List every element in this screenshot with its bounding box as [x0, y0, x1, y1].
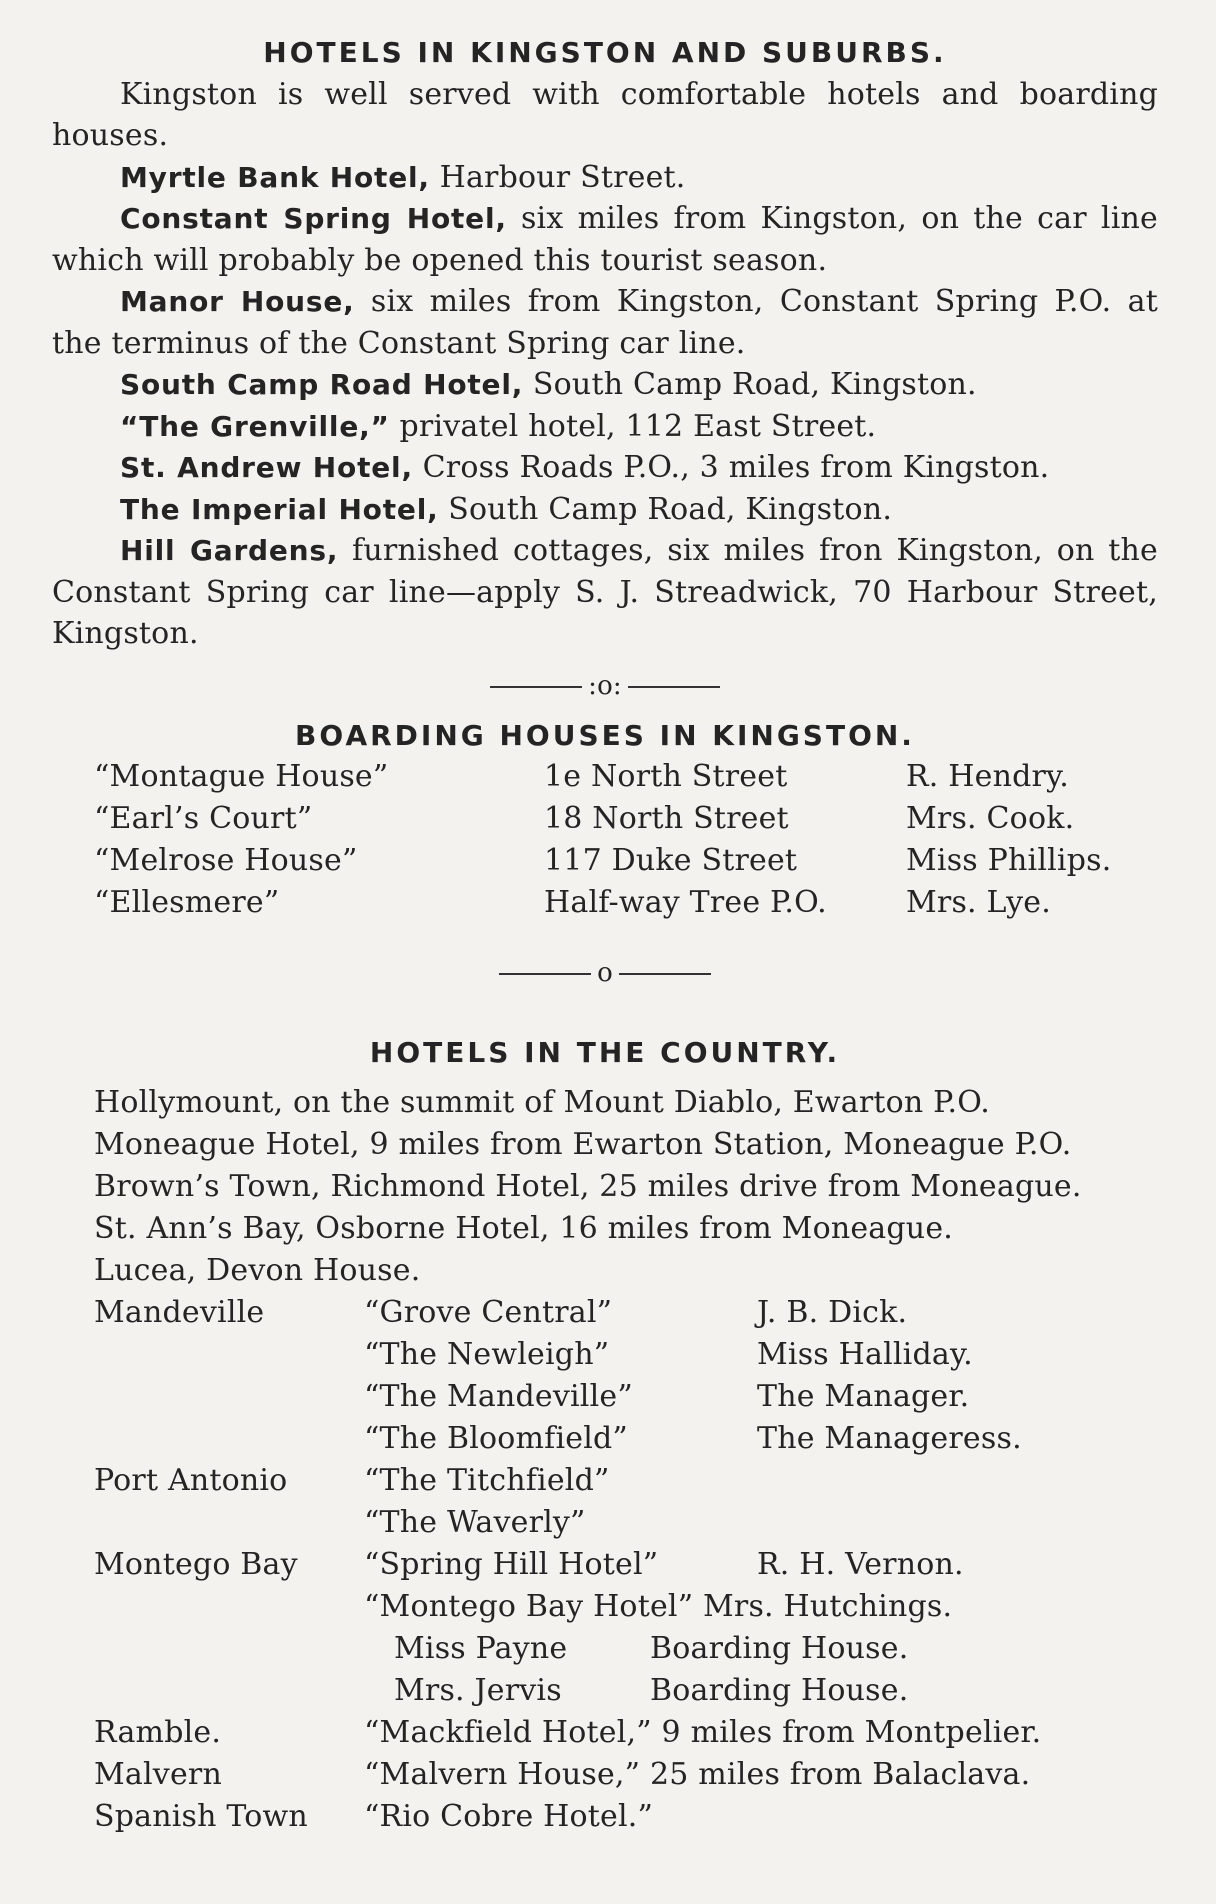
- country-hotel-line: Lucea, Devon House.: [94, 1252, 421, 1288]
- hotel-entry: [52, 198, 1158, 281]
- hotel-detail: “Rio Cobre Hotel.”: [364, 1798, 654, 1834]
- hotel-name: “The Titchfield”: [364, 1462, 610, 1498]
- boarding-house-address: Half-way Tree P.O.: [544, 885, 827, 921]
- table-row: [94, 1544, 1041, 1586]
- hotel-entry: [52, 406, 1158, 448]
- boarding-house-owner: Mrs. Lye.: [906, 885, 1051, 921]
- country-hotel-line: St. Ann’s Bay, Osborne Hotel, 16 miles from Moneague.: [94, 1210, 954, 1246]
- hotel-detail: six miles from Kingston, on the car line which will probably be opened this tourist season.: [52, 201, 1158, 278]
- table-row: [94, 1628, 1041, 1670]
- hotel-name: “Montego Bay Hotel”: [364, 1588, 694, 1624]
- hotel-name: South Camp Road Hotel,: [120, 368, 524, 401]
- proprietor: J. B. Dick.: [757, 1294, 908, 1330]
- proprietor: [757, 1460, 1041, 1502]
- hotel-entry: [52, 281, 1158, 364]
- table-row: [94, 1712, 1041, 1754]
- boarding-keeper: Miss Payne: [394, 1630, 568, 1666]
- hotel-detail: Harbour Street.: [429, 159, 686, 195]
- divider-rule: [490, 686, 582, 688]
- hotel-entry: [52, 364, 1158, 406]
- empty-cell: [94, 1628, 364, 1670]
- table-row: [94, 1670, 1041, 1712]
- proprietor: [757, 1502, 1041, 1544]
- table-row: [94, 840, 1111, 882]
- boarding-kind: Boarding House.: [650, 1630, 909, 1666]
- proprietor: Miss Halliday.: [757, 1336, 973, 1372]
- hotel-detail: privatel hotel, 112 East Street.: [389, 408, 877, 444]
- table-row: [94, 1754, 1041, 1796]
- table-row: [94, 1376, 1041, 1418]
- boarding-house-owner: R. Hendry.: [906, 759, 1069, 795]
- town: Malvern: [94, 1756, 222, 1792]
- boarding-house-owner: Miss Phillips.: [906, 843, 1112, 879]
- country-hotel-line: Moneague Hotel, 9 miles from Ewarton Station, Moneague P.O.: [94, 1126, 1072, 1162]
- boarding-house-name: “Earl’s Court”: [94, 801, 313, 837]
- town: Spanish Town: [94, 1798, 308, 1834]
- table-row: [94, 1586, 1041, 1628]
- table-row: [94, 1502, 1041, 1544]
- town: [94, 1418, 364, 1460]
- table-row: [94, 798, 1111, 840]
- divider-mark: :o:: [588, 670, 622, 701]
- boarding-entry: [364, 1670, 1041, 1712]
- hotel-name: The Imperial Hotel,: [120, 492, 439, 526]
- section-divider: [52, 661, 1158, 711]
- hotel-detail: “Mackfield Hotel,” 9 miles from Montpelier.: [364, 1714, 1042, 1750]
- table-row: [94, 1460, 1041, 1502]
- hotel-with-proprietor: [364, 1586, 1041, 1628]
- table-row: [94, 1292, 1041, 1334]
- divider-rule: [628, 686, 720, 688]
- town: [94, 1334, 364, 1376]
- table-row: [94, 1334, 1041, 1376]
- boarding-keeper: Mrs. Jervis: [394, 1672, 562, 1708]
- divider-rule: [499, 973, 591, 975]
- hotel-name: Manor House,: [120, 285, 355, 318]
- hotel-detail: South Camp Road, Kingston.: [523, 367, 977, 402]
- boarding-house-name: “Montague House”: [94, 759, 389, 795]
- town: Port Antonio: [94, 1462, 288, 1498]
- table-row: [94, 756, 1111, 798]
- hotel-entry: [52, 530, 1158, 655]
- hotel-name: “The Newleigh”: [364, 1336, 610, 1372]
- divider-rule: [619, 973, 711, 975]
- hotel-name: Constant Spring Hotel,: [120, 202, 507, 235]
- boarding-house-owner: Mrs. Cook.: [906, 801, 1075, 837]
- hotel-name: “The Grenville,”: [120, 409, 390, 443]
- hotel-name: “The Bloomfield”: [364, 1420, 628, 1456]
- town: Ramble.: [94, 1714, 222, 1750]
- table-row: [94, 882, 1111, 924]
- hotel-name: “Spring Hill Hotel”: [364, 1546, 659, 1582]
- boarding-houses-heading: BOARDING HOUSES IN KINGSTON.: [295, 718, 915, 752]
- boarding-entry: [364, 1628, 1041, 1670]
- town: [94, 1586, 364, 1628]
- proprietor: The Manageress.: [757, 1420, 1022, 1456]
- hotel-entry: [52, 447, 1158, 489]
- boarding-house-address: 117 Duke Street: [544, 843, 798, 879]
- hotel-name: St. Andrew Hotel,: [120, 451, 413, 484]
- boarding-houses-table: [94, 756, 1111, 924]
- town: [94, 1376, 364, 1418]
- country-hotels-table: [94, 1292, 1041, 1838]
- table-row: [94, 1418, 1041, 1460]
- hotel-name: “The Mandeville”: [364, 1378, 633, 1414]
- hotel-detail: “Malvern House,” 25 miles from Balaclava.: [364, 1756, 1031, 1792]
- boarding-house-name: “Ellesmere”: [94, 885, 280, 921]
- hotel-detail: Cross Roads P.O., 3 miles from Kingston.: [412, 450, 1050, 485]
- country-hotel-line: Hollymount, on the summit of Mount Diablo, Ewarton P.O.: [94, 1084, 990, 1120]
- hotel-name: Myrtle Bank Hotel,: [120, 160, 430, 194]
- country-hotels-heading: HOTELS IN THE COUNTRY.: [369, 1036, 841, 1069]
- hotel-entry: [52, 489, 1158, 531]
- boarding-house-name: “Melrose House”: [94, 843, 358, 879]
- country-hotel-line: Brown’s Town, Richmond Hotel, 25 miles drive from Moneague.: [94, 1168, 1082, 1204]
- boarding-house-address: 1e North Street: [544, 759, 788, 795]
- hotel-detail: six miles from Kingston, Constant Spring P.O. at the terminus of the Constant Spring car line.: [52, 284, 1158, 361]
- town: [94, 1502, 364, 1544]
- proprietor: The Manager.: [757, 1378, 970, 1414]
- table-row: [94, 1796, 1041, 1838]
- proprietor: Mrs. Hutchings.: [702, 1588, 953, 1624]
- town: Mandeville: [94, 1294, 265, 1330]
- hotel-entry: [52, 157, 1158, 199]
- hotel-name: “Grove Central”: [364, 1294, 613, 1330]
- hotel-detail: furnished cottages, six miles fron Kingston, on the Constant Spring car line—apply S. J. Streadwick, 70 Harbour Street, Kingston.: [52, 533, 1158, 651]
- kingston-intro: Kingston is well served with comfortable hotels and boarding houses.: [52, 76, 1158, 153]
- boarding-kind: Boarding House.: [650, 1672, 909, 1708]
- country-hotel-list: [52, 1082, 1158, 1292]
- town: Montego Bay: [94, 1546, 298, 1582]
- divider-mark: o: [597, 958, 613, 988]
- empty-cell: [94, 1670, 364, 1712]
- proprietor: R. H. Vernon.: [757, 1546, 964, 1582]
- hotel-name: Hill Gardens,: [120, 534, 339, 567]
- hotel-name: “The Waverly”: [364, 1504, 586, 1540]
- kingston-hotels-heading: HOTELS IN KINGSTON AND SUBURBS.: [263, 36, 947, 69]
- hotel-detail: South Camp Road, Kingston.: [438, 491, 893, 527]
- section-divider: [52, 948, 1158, 998]
- boarding-house-address: 18 North Street: [544, 801, 789, 837]
